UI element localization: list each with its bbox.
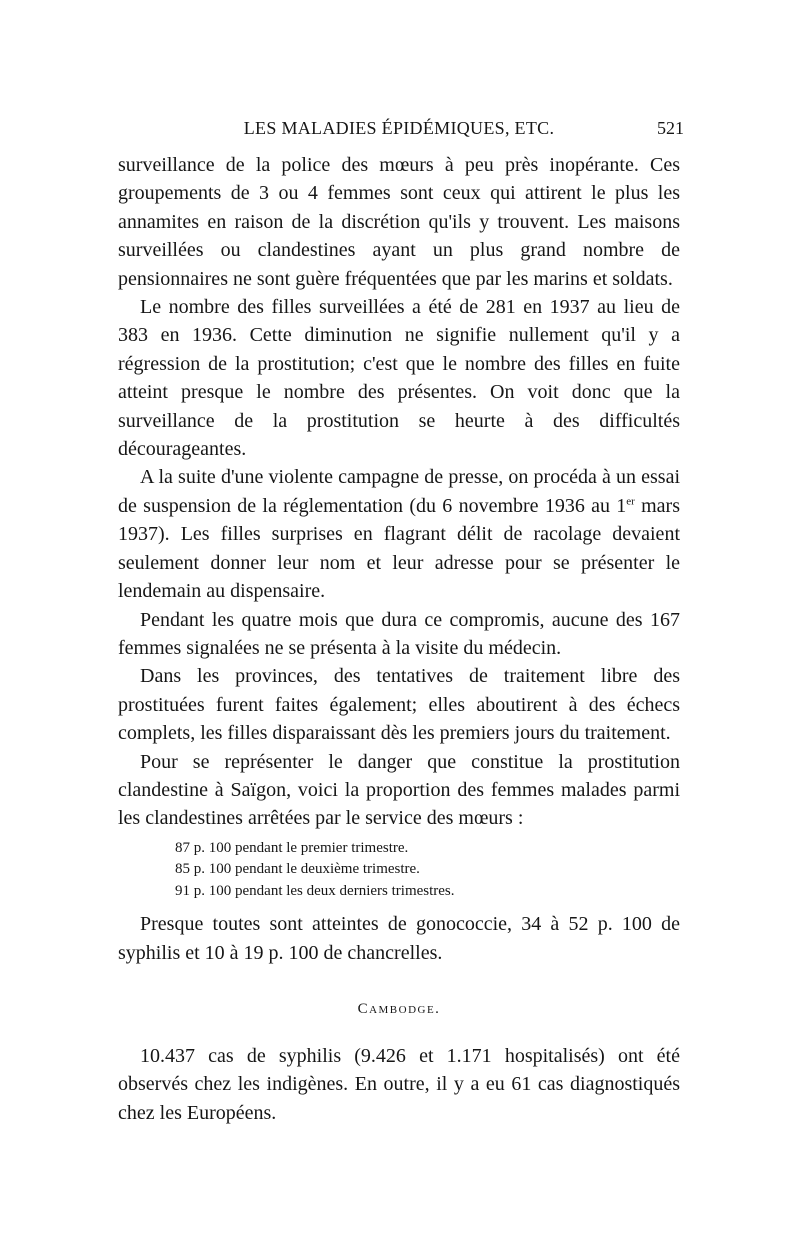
paragraph-2: Le nombre des filles surveillées a été de 281 en 1937 au lieu de 383 en 1936. Cette diminution ne signifie nullement qu'il y a régression de la prostitution; c'est que le nombre des filles en fuite atteint presque le nombre des présentes. On voit donc que la surveillance de la prostitution se heurte à des difficultés décourageantes. <box>118 296 680 461</box>
page-number: 521 <box>657 118 684 138</box>
disease-rates-list <box>175 838 680 903</box>
paragraph-3-text-after: mars 1937). Les filles surprises en flagrant délit de racolage devaient seulement donner leur nom et leur adresse pour se présenter le lendemain au dispensaire. <box>118 494 680 603</box>
page-header <box>118 118 684 144</box>
running-title: LES MALADIES ÉPIDÉMIQUES, ETC. <box>243 118 555 138</box>
rate-item: 91 p. 100 pendant les deux derniers trimestres. <box>175 882 455 899</box>
ordinal-superscript: er <box>626 495 635 508</box>
rate-item: 85 p. 100 pendant le deuxième trimestre. <box>175 861 420 878</box>
paragraph-7: Presque toutes sont atteintes de gonococcie, 34 à 52 p. 100 de syphilis et 10 à 19 p. 100 de chancrelles. <box>118 913 680 964</box>
paragraph-3 <box>118 463 680 605</box>
paragraph-3-text-before: A la suite d'une violente campagne de presse, on procéda à un essai de suspension de la réglementation (du 6 novembre 1936 au 1 <box>118 466 680 517</box>
paragraph-4: Pendant les quatre mois que dura ce compromis, aucune des 167 femmes signalées ne se présenta à la visite du médecin. <box>118 608 680 659</box>
paragraph-6: Pour se représenter le danger que constitue la prostitution clandestine à Saïgon, voici la proportion des femmes malades parmi les clandestines arrêtées par le service des mœurs : <box>118 750 680 830</box>
paragraph-5: Dans les provinces, des tentatives de traitement libre des prostituées furent faites également; elles aboutirent à des échecs complets, les filles disparaissant dès les premiers jours du traitement. <box>118 665 680 745</box>
paragraph-cambodge: 10.437 cas de syphilis (9.426 et 1.171 hospitalisés) ont été observés chez les indigènes. En outre, il y a eu 61 cas diagnostiqués chez les Européens. <box>118 1045 680 1124</box>
paragraph-1: surveillance de la police des mœurs à peu près inopérante. Ces groupements de 3 ou 4 femmes sont ceux qui attirent le plus les annamites en raison de la discrétion qu'ils y trouvent. Les maisons surveillées ou clandestines ayant un plus grand nombre de pensionnaires ne sont guère fréquentées que par les marins et soldats. <box>118 154 680 290</box>
page-body <box>118 151 680 1127</box>
rate-item: 87 p. 100 pendant le premier trimestre. <box>175 839 409 856</box>
section-title-cambodge: Cambodge. <box>357 1001 441 1018</box>
